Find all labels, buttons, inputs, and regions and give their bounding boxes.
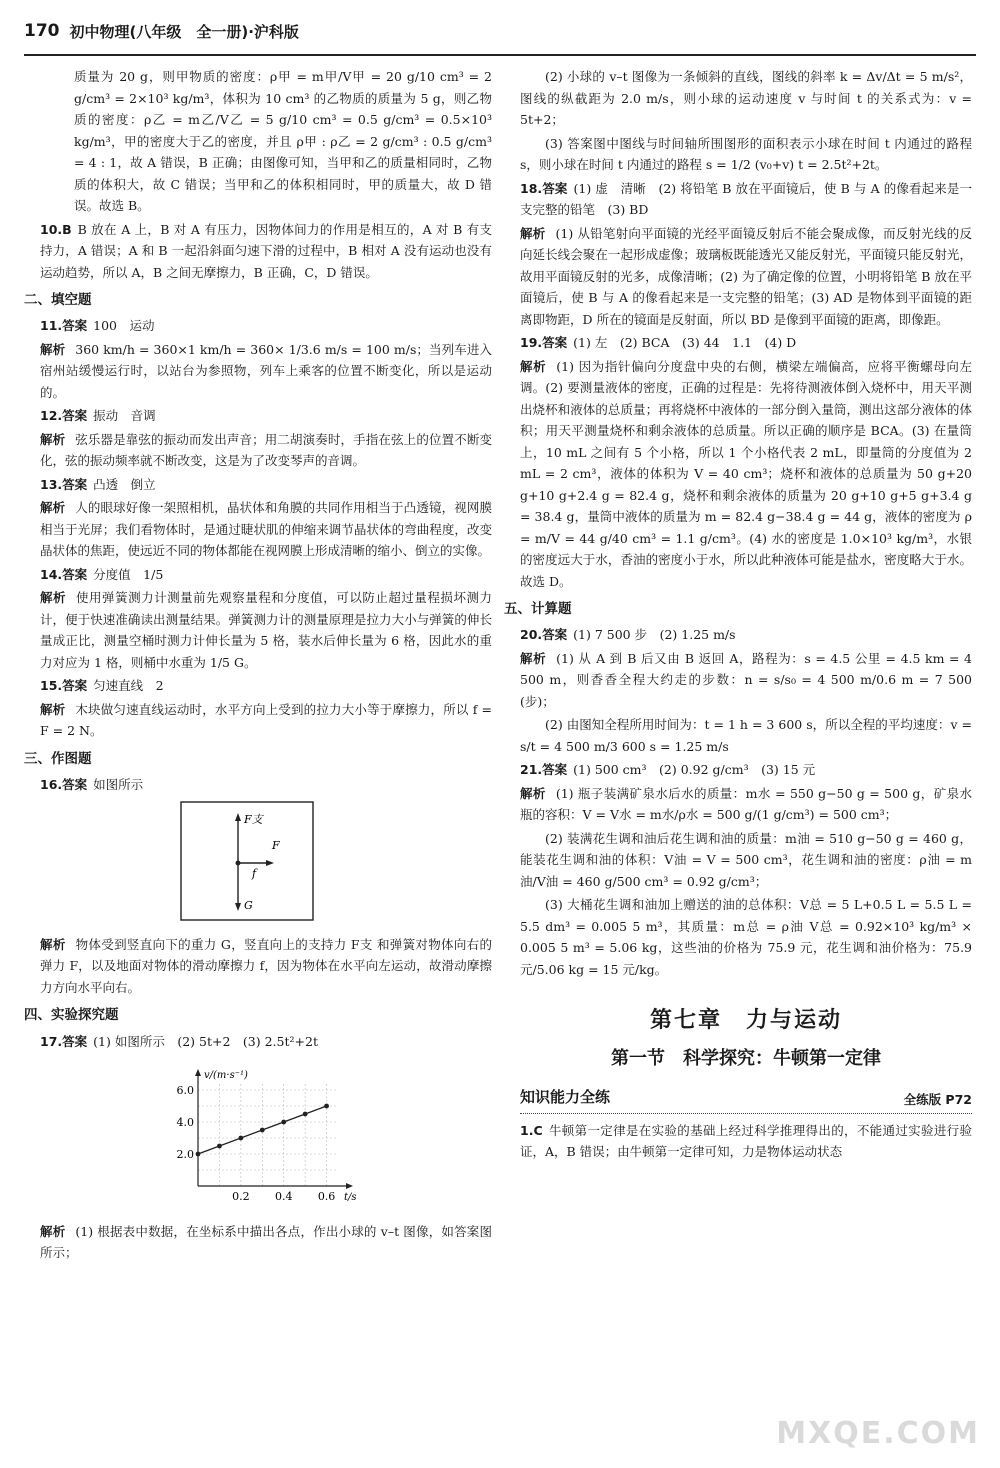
q20-analysis-label: 解析: [520, 650, 547, 666]
chapter-title: 第七章 力与运动: [649, 1008, 842, 1034]
q17-answer-text: (1) 如图所示 (2) 5t+2 (3) 2.5t²+2t: [93, 1033, 318, 1049]
q11-answer-text: 100 运动: [93, 318, 155, 334]
data-point: [281, 1120, 286, 1125]
q13-analysis: [40, 497, 492, 562]
q18-analysis-label: 解析: [520, 225, 546, 241]
q17-analysis-text: (1) 根据表中数据，在坐标系中描出各点，作出小球的 v–t 图像，如答案图所示；: [40, 1223, 492, 1261]
q12-answer-text: 振动 音调: [93, 408, 156, 424]
q16-answer: [40, 774, 492, 796]
section-fill-in: 二、填空题: [24, 292, 92, 308]
q17-part3: (3) 答案图中图线与时间轴所围图形的面积表示小球在时间 t 内通过的路程 s，则小球在时间 t 内通过的路程 s = 1/2 (v₀+v) t = 2.5t²+2t。: [520, 135, 972, 172]
q20-analysis-text: (1) 从 A 到 B 后又由 B 返回 A，路程为：s = 4.5 公里 = 4.5 km = 4 500 m，则香香全程大约走的步数：n = s/s₀ = 4 500 m/0.6 m = 7 500 (步)；: [520, 650, 972, 709]
q13-answer-text: 凸透 倒立: [93, 476, 156, 492]
q16-number: 16.答案: [40, 776, 88, 792]
x-tick-label: 0.6: [317, 1190, 336, 1204]
q18-analysis-text: (1) 从铅笔射向平面镜的光经平面镜反射后不能会聚成像，而反射光线的反向延长线会聚在一起形成虚像；玻璃板既能透光又能反射光，平面镜只能反射光，故用平面镜反射的光多，成像清晰；(2) 为了确定像的位置，小明将铅笔 B 放在平面镜后，使 B 与 A 的像看起来是一支完整的铅笔；(3) AD 是物体到平面镜的距离即物距，D 所在的镜面是反射面，所以 BD 是像到平面镜的距离，即像距。: [520, 225, 972, 327]
q9-continuation: 质量为 20 g，则甲物质的密度：ρ甲 = m甲/V甲 = 20 g/10 cm³ = 2 g/cm³ = 2×10³ kg/m³，体积为 10 cm³ 的乙物质的质量为 5 g，则乙物质的密度：ρ乙 = m乙/V乙 = 5 g/10 cm³ = 0.5 g/cm³ = 0.5×10³ kg/m³，甲的密度大于乙的密度，并且 ρ甲 : ρ乙 = 2 g/cm³ : 0.5 g/cm³ = 4 : 1，故 A 错误，B 正确；由图像可知，当甲和乙的质量相同时，乙物质的体积大，故 C 错误；当甲和乙的体积相同时，甲的质量大，故 D 错误。故选 B。: [74, 69, 492, 213]
q20-analysis: [520, 648, 972, 713]
q13-analysis-label: 解析: [40, 500, 66, 516]
practice-bar-ref: 全练版 P72: [903, 1092, 972, 1108]
q14-number: 14.答案: [40, 566, 88, 582]
q17-analysis: [40, 1221, 492, 1264]
q12-analysis-label: 解析: [40, 431, 66, 447]
data-point: [196, 1152, 201, 1157]
q17-answer: [40, 1031, 492, 1053]
q21-part3: (3) 大桶花生调和油加上赠送的油的总体积：V总 = 5 L+0.5 L = 5.5 L = 5.5 dm³ = 0.005 5 m³，其质量：m总 = ρ油 V总 = 0.92×10³ kg/m³ × 0.005 5 m³ = 5.06 kg，这些油的价格为 75.9 元，花生调和油价格为：75.9 元/5.06 kg = 15 元/kg。: [520, 897, 972, 977]
force-diagram: [180, 801, 314, 921]
q16-analysis: [40, 934, 492, 999]
section-drawing: 三、作图题: [24, 750, 92, 767]
watermark: MXQE.COM: [776, 1416, 980, 1452]
q11-analysis-label: 解析: [40, 341, 66, 357]
y-tick-label: 6.0: [176, 1084, 194, 1098]
q18-number: 18.答案: [520, 180, 568, 196]
q10: [40, 219, 492, 284]
q14-analysis: [40, 587, 492, 673]
x-tick-label: 0.2: [232, 1190, 250, 1204]
y-axis-label: v/(m·s⁻¹): [204, 1070, 248, 1082]
q19-analysis-label: 解析: [520, 358, 547, 374]
vt-chart: [160, 1058, 380, 1208]
section-title: 第一节 科学探究：牛顿第一定律: [611, 1048, 881, 1070]
practice-bar-title: 知识能力全练: [520, 1088, 611, 1106]
q1: [520, 1120, 972, 1163]
q19-number: 19.答案: [520, 335, 568, 350]
q13-number: 13.答案: [40, 476, 88, 492]
gravity-arrowhead: [235, 903, 241, 911]
q15-answer: [40, 675, 492, 697]
left-column: [24, 66, 492, 1454]
section-experiment: 四、实验探究题: [24, 1007, 119, 1024]
q20-answer-text: (1) 7 500 步 (2) 1.25 m/s: [573, 627, 736, 643]
q16-analysis-text: 物体受到竖直向下的重力 G，竖直向上的支持力 F支 和弹簧对物体向右的弹力 F，以及地面对物体的滑动摩擦力 f，因为物体在水平向左运动，故滑动摩擦力方向水平向右。: [40, 936, 492, 995]
right-column: [504, 66, 972, 1454]
q18-analysis: [520, 223, 972, 331]
q14-answer-text: 分度值 1/5: [93, 566, 164, 582]
q18-answer: [520, 178, 972, 221]
q20-part2: (2) 由图知全程所用时间为：t = 1 h = 3 600 s，所以全程的平均速度：v = s/t = 4 500 m/3 600 s = 1.25 m/s: [520, 717, 972, 754]
q15-answer-text: 匀速直线 2: [93, 678, 164, 694]
q21-analysis: [520, 783, 972, 826]
y-tick-label: 4.0: [176, 1116, 194, 1130]
q15-analysis: [40, 699, 492, 742]
support-force-arrowhead: [235, 813, 241, 821]
q19-analysis: [520, 356, 972, 593]
q10-text: B 放在 A 上，B 对 A 有压力，因物体间力的作用是相互的，A 对 B 有支持力，A 错误；A 和 B 一起沿斜面匀速下滑的过程中，B 相对 A 没有运动也没有运动趋势，所以 A，B 之间无摩擦力，B 正确，C，D 错误。: [40, 221, 492, 280]
practice-bar: [520, 1085, 972, 1114]
q19-answer-text: (1) 左 (2) BCA (3) 44 1.1 (4) D: [573, 335, 797, 350]
spring-force-label: F: [272, 839, 280, 853]
q13-analysis-text: 人的眼球好像一架照相机，晶状体和角膜的共同作用相当于凸透镜，视网膜相当于光屏；我们看物体时，是通过睫状肌的伸缩来调节晶状体的弯曲程度，改变晶状体的焦距，使远近不同的物体都能在视网膜上形成清晰的缩小、倒立的实像。: [40, 500, 492, 559]
q14-answer: [40, 564, 492, 586]
q17-number: 17.答案: [40, 1033, 88, 1049]
page-number: 170: [24, 20, 60, 41]
q12-answer: [40, 405, 492, 427]
q1-number: 1.C: [520, 1122, 543, 1138]
friction-label: f: [252, 867, 257, 881]
q11-number: 11.答案: [40, 318, 88, 334]
data-point: [238, 1136, 243, 1141]
x-axis-label: t/s: [344, 1192, 357, 1204]
gravity-label: G: [244, 899, 253, 913]
q12-number: 12.答案: [40, 408, 88, 424]
data-point: [260, 1128, 265, 1133]
q12-analysis-text: 弦乐器是靠弦的振动而发出声音；用二胡演奏时，手指在弦上的位置不断变化，弦的振动频率就不断改变，这是为了改变琴声的音调。: [40, 431, 492, 469]
q19-answer: [520, 332, 972, 354]
section-calculation: 五、计算题: [504, 601, 572, 617]
q21-answer: [520, 759, 972, 781]
q15-number: 15.答案: [40, 678, 88, 694]
q12-analysis: [40, 429, 492, 472]
q21-answer-text: (1) 500 cm³ (2) 0.92 g/cm³ (3) 15 元: [573, 762, 816, 778]
q20-answer: [520, 624, 972, 646]
data-point: [324, 1104, 329, 1109]
support-force-label: F支: [244, 813, 263, 827]
force-origin-point: [236, 861, 241, 866]
page-header: [24, 10, 976, 56]
q18-answer-text: (1) 虚 清晰 (2) 将铅笔 B 放在平面镜后，使 B 与 A 的像看起来是一支完整的铅笔 (3) BD: [520, 180, 972, 217]
q11-answer: [40, 315, 492, 337]
q11-analysis: [40, 339, 492, 404]
y-axis-arrowhead: [195, 1069, 201, 1076]
force-diagram-figure: [40, 801, 492, 928]
data-point: [303, 1112, 308, 1117]
q21-part2: (2) 装满花生调和油后花生调和油的质量：m油 = 510 g−50 g = 460 g，能装花生调和油的体积：V油 = V = 500 cm³，花生调和油的密度：ρ油 = m油/V油 = 460 g/500 cm³ = 0.92 g/cm³；: [520, 830, 972, 889]
friction-arrowhead: [266, 860, 274, 866]
q15-analysis-label: 解析: [40, 701, 66, 717]
y-tick-label: 2.0: [176, 1148, 194, 1162]
vt-chart-figure: [40, 1058, 492, 1215]
q14-analysis-label: 解析: [40, 590, 67, 606]
q16-analysis-label: 解析: [40, 936, 66, 952]
q10-number: 10.B: [40, 221, 72, 237]
q15-analysis-text: 木块做匀速直线运动时，水平方向上受到的拉力大小等于摩擦力，所以 f = F = 2 N。: [40, 701, 492, 739]
q16-answer-text: 如图所示: [93, 776, 144, 792]
q20-number: 20.答案: [520, 627, 568, 643]
q19-analysis-text: (1) 因为指针偏向分度盘中央的右侧，横梁左端偏高，应将平衡螺母向左调。(2) 要测量液体的密度，正确的过程是：先将待测液体倒入烧杯中，用天平测出烧杯和液体的总质量；再将烧杯中液体的一部分倒入量筒，测出这部分液体的体积；用天平测量烧杯和剩余液体的总质量。所以正确的顺序是 BCA。(3) 在量筒上，10 mL 之间有 5 个小格，所以 1 个小格代表 2 mL，即量筒的分度值为 2 mL = 2 cm³，液体的体积为 V = 40 cm³；烧杯和液体的总质量为 50 g+20 g+10 g+2.4 g = 82.4 g，烧杯和剩余液体的质量为 20 g+10 g+5 g+3.4 g = 38.4 g，量筒中液体的质量为 m = 82.4 g−38.4 g = 44 g，液体的密度为 ρ = m/V = 44 g/40 cm³ = 1.1 g/cm³。(4) 水的密度是 1.0×10³ kg/m³，水银的密度远大于水，香油的密度小于水，所以此种液体可能是盐水，密度略大于水。故选 D。: [520, 358, 972, 589]
q21-number: 21.答案: [520, 762, 568, 778]
x-axis-arrowhead: [346, 1183, 353, 1189]
q11-analysis-text: 360 km/h = 360×1 km/h = 360× 1/3.6 m/s = 100 m/s；当列车进入宿州站缓慢运行时，以站台为参照物，列车上乘客的位置不断变化，所以是运动的。: [40, 341, 492, 400]
q21-analysis-label: 解析: [520, 785, 546, 801]
data-point: [217, 1144, 222, 1149]
book-title: 初中物理(八年级 全一册)·沪科版: [69, 23, 299, 42]
q1-text: 牛顿第一定律是在实验的基础上经过科学推理得出的，不能通过实验进行验证，A，B 错误；由牛顿第一定律可知，力是物体运动状态: [520, 1122, 972, 1160]
q21-analysis-text: (1) 瓶子装满矿泉水后水的质量：m水 = 550 g−50 g = 500 g，矿泉水瓶的容积：V = V水 = m水/ρ水 = 500 g/(1 g/cm³) = 500 cm³；: [520, 785, 972, 823]
x-tick-label: 0.4: [274, 1190, 293, 1204]
q14-analysis-text: 使用弹簧测力计测量前先观察量程和分度值，可以防止超过量程损坏测力计，便于快速准确读出测量结果。弹簧测力计的测量原理是拉力大小与弹簧的伸长量成正比，测量空桶时测力计伸长量为 5 格，装水后伸长量为 6 格，因此水的重力对应为 1 格，则桶中水重为 1/5 G。: [40, 590, 492, 670]
q17-analysis-label: 解析: [40, 1223, 66, 1239]
q17-part2: (2) 小球的 v–t 图像为一条倾斜的直线，图线的斜率 k = Δv/Δt = 5 m/s²，图线的纵截距为 2.0 m/s，则小球的运动速度 v 与时间 t 的关系式为：v = 5t+2；: [520, 69, 972, 127]
q13-answer: [40, 474, 492, 496]
